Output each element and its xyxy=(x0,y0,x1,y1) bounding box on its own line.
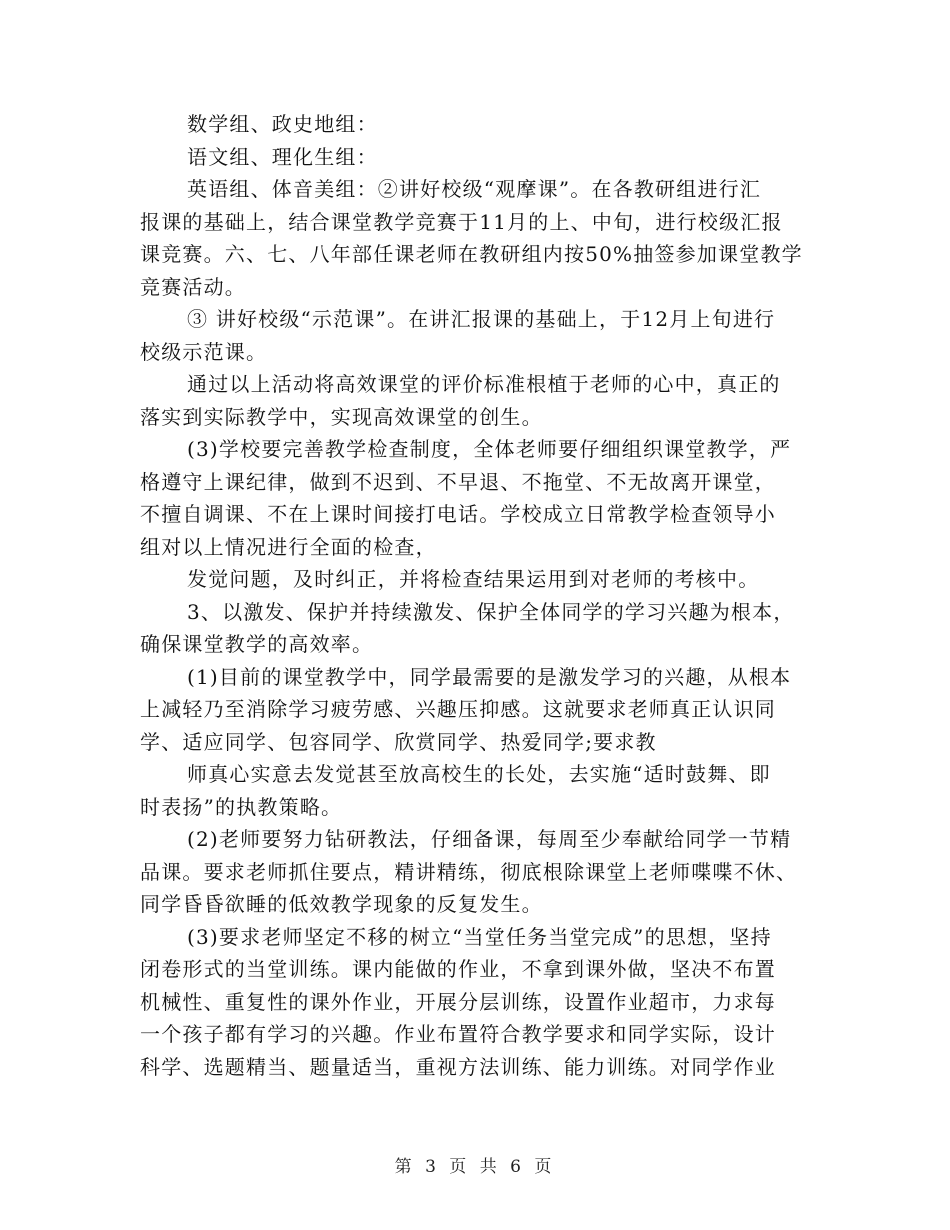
paragraph xyxy=(140,433,820,563)
text-line: 学、适应同学、包容同学、欣赏同学、热爱同学;要求教 xyxy=(140,729,657,754)
document-body xyxy=(140,108,820,1083)
text-line: (3)学校要完善教学检查制度，全体老师要仔细组织课堂教学，严 xyxy=(187,437,792,461)
text-line: 3、以激发、保护并持续激发、保护全体同学的学习兴趣为根本， xyxy=(187,599,795,624)
text-line: 不擅自调课、不在上课时间接打电话。学校成立日常教学检查领导小 xyxy=(140,502,776,526)
text-line: 格遵守上课纪律，做到不迟到、不早退、不拖堂、不无故离开课堂， xyxy=(140,469,776,494)
paragraph xyxy=(140,921,820,1084)
paragraph xyxy=(140,563,820,596)
paragraph xyxy=(140,758,820,823)
text-line: 师真心实意去发觉甚至放高校生的长处，去实施“适时鼓舞、即 xyxy=(187,762,771,786)
text-line: 通过以上活动将高效课堂的评价标准根植于老师的心中，真正的 xyxy=(187,372,781,396)
text-line: 确保课堂教学的高效率。 xyxy=(140,632,374,656)
text-line: 落实到实际教学中，实现高效课堂的创生。 xyxy=(140,404,543,429)
text-line: 英语组、体音美组：②讲好校级“观摩课”。在各教研组进行汇 xyxy=(187,177,762,201)
text-line: 上减轻乃至消除学习疲劳感、兴趣压抑感。这就要求老师真正认识同 xyxy=(140,697,776,721)
text-line: (1)目前的课堂教学中，同学最需要的是激发学习的兴趣，从根本 xyxy=(187,664,792,689)
text-line: (3)要求老师坚定不移的树立“当堂任务当堂完成”的思想，坚持 xyxy=(187,924,772,949)
paragraph xyxy=(140,303,820,368)
text-line: 竞赛活动。 xyxy=(140,274,246,299)
text-line: 闭卷形式的当堂训练。课内能做的作业，不拿到课外做，坚决不布置 xyxy=(140,957,776,981)
paragraph xyxy=(140,596,820,661)
text-line: 校级示范课。 xyxy=(140,339,268,364)
paragraph xyxy=(140,173,820,303)
page-number-footer: 第 3 页 共 6 页 xyxy=(394,1157,556,1177)
paragraph xyxy=(140,108,820,141)
text-line: 机械性、重复性的课外作业，开展分层训练，设置作业超市，力求每 xyxy=(140,989,776,1014)
text-line: 科学、选题精当、题量适当，重视方法训练、能力训练。对同学作业 xyxy=(140,1054,776,1079)
paragraph xyxy=(140,368,820,433)
text-line: 语文组、理化生组： xyxy=(187,144,378,169)
text-line: (2)老师要努力钻研教法，仔细备课，每周至少奉献给同学一节精 xyxy=(187,827,792,851)
text-line: 一个孩子都有学习的兴趣。作业布置符合教学要求和同学实际，设计 xyxy=(140,1022,776,1046)
text-line: 发觉问题，及时纠正，并将检查结果运用到对老师的考核中。 xyxy=(187,567,760,591)
text-line: 组对以上情况进行全面的检查， xyxy=(140,534,437,559)
text-line: 品课。要求老师抓住要点，精讲精练，彻底根除课堂上老师喋喋不休、 xyxy=(140,859,798,884)
text-line: 课竞赛。六、七、八年部任课老师在教研组内按50%抽签参加课堂教学 xyxy=(140,242,803,266)
text-line: 报课的基础上，结合课堂教学竞赛于11月的上、中旬，进行校级汇报 xyxy=(140,209,783,234)
paragraph xyxy=(140,823,820,921)
paragraph xyxy=(140,141,820,174)
text-line: 时表扬”的执教策略。 xyxy=(140,794,343,819)
text-line: 数学组、政史地组： xyxy=(187,112,378,136)
paragraph xyxy=(140,661,820,759)
text-line: ③ 讲好校级“示范课”。在讲汇报课的基础上，于12月上旬进行 xyxy=(187,307,776,331)
text-line: 同学昏昏欲睡的低效教学现象的反复发生。 xyxy=(140,892,543,916)
